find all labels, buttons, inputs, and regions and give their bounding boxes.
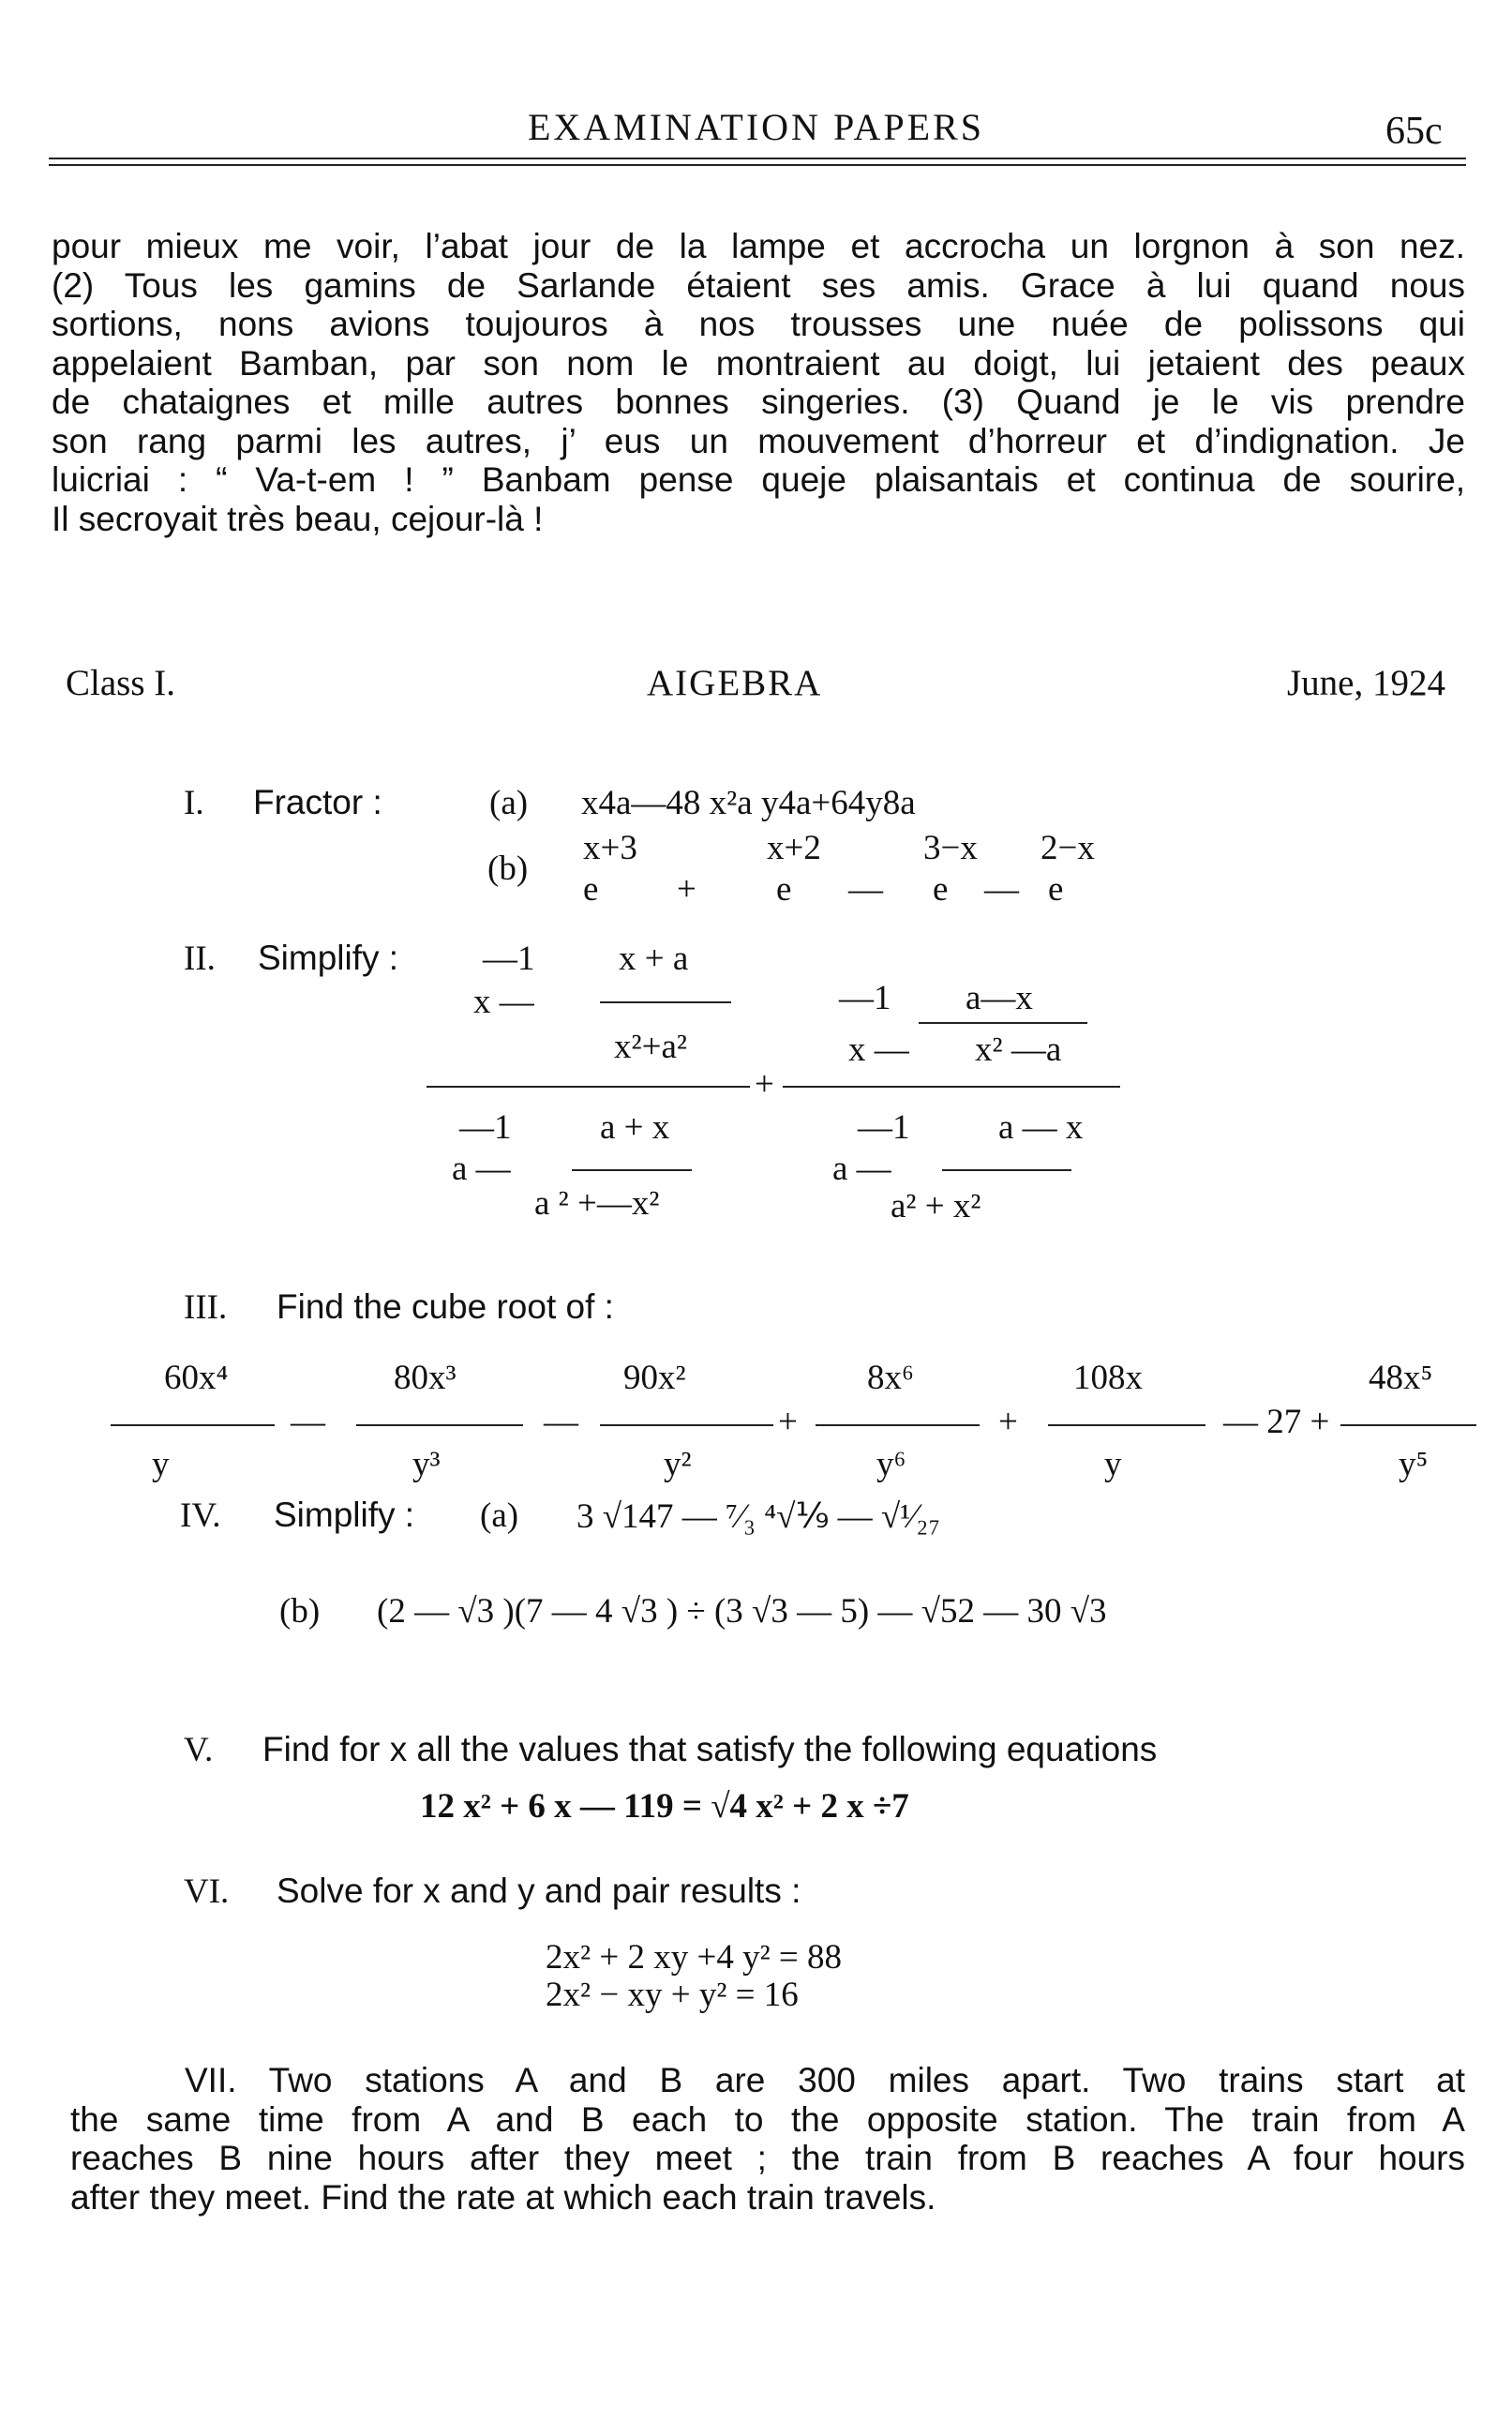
passage-line: (2) Tous les gamins de Sarlande étaient ses amis. Grace à lui quand nous [52,265,1465,305]
q2-bl-fraction-numerator: a + x [600,1108,670,1147]
q3-operator: — [291,1403,325,1441]
page-number: 65c [1385,110,1443,153]
q5-equation: 12 x² + 6 x — 119 = √4 x² + 2 x ÷7 [420,1787,909,1826]
q3-operator: + [998,1403,1018,1441]
q2-bl-fraction-bar [572,1169,692,1171]
q3-denominator: y [152,1445,170,1483]
q2-tl-fraction-denominator: x²+a² [614,1028,687,1066]
french-passage [52,227,1465,538]
q3-denominator: y⁶ [876,1445,906,1483]
q3-fraction-bar [1048,1424,1205,1426]
q1-b-base: e [776,870,792,909]
exam-date: June, 1924 [1287,663,1445,703]
q2-bl-variable: a — [452,1150,511,1188]
q1-b-label: (b) [487,850,529,888]
q2-tr-coefficient: —1 [839,979,891,1017]
q2-tl-fraction-bar [600,1001,731,1003]
header-rule-top [49,158,1466,159]
passage-line: luicriai : “ Va-t-em ! ” Banbam pense queje plaisantais et continua de sourire, [52,460,1465,499]
q2-instruction: Simplify : [258,939,399,977]
passage-line: son rang parmi les autres, j’ eus un mouvement d’horreur et d’indignation. Je [52,421,1465,460]
q2-tr-fraction-denominator: x² —a [975,1030,1062,1069]
q2-tr-variable: x — [848,1030,909,1069]
q3-denominator: y² [664,1445,692,1483]
q5-instruction: Find for x all the values that satisfy the following equations [262,1730,1158,1768]
q2-tl-fraction-numerator: x + a [619,940,689,978]
q3-denominator: y [1104,1445,1122,1483]
q3-fraction-bar [600,1424,773,1426]
q1-b-operator: — [984,870,1019,909]
q3-fraction-bar [356,1424,523,1426]
running-header-title: EXAMINATION PAPERS [527,106,985,148]
q2-tl-coefficient: —1 [483,940,535,978]
q1-b-base: e [1048,870,1064,909]
q1-b-base: e [583,870,599,909]
q3-numerator: 80x³ [394,1359,457,1397]
q3-numerator: 108x [1073,1359,1143,1397]
q2-br-coefficient: —1 [858,1108,910,1147]
q2-bl-fraction-denominator: a ² +—x² [534,1184,660,1223]
q7-line: the same time from A and B each to the opposite station. The train from A [70,2099,1465,2139]
q3-instruction: Find the cube root of : [277,1287,614,1326]
passage-line: de chataignes et mille autres bonnes singeries. (3) Quand je le vis prendre [52,383,1465,421]
q2-br-fraction-numerator: a — x [998,1108,1084,1147]
q1-b-term: 2−x [1040,829,1095,867]
q6-instruction: Solve for x and y and pair results : [277,1872,801,1910]
subject-title: AIGEBRA [647,663,823,703]
q3-numerator: 48x⁵ [1369,1359,1433,1397]
q2-tr-fraction-bar [919,1022,1087,1024]
q1-a-expression: x4a—48 x²a y4a+64y8a [581,784,916,822]
q3-fraction-bar [816,1424,980,1426]
q4-a-expression: 3 √147 — ⁷⁄₃ ⁴√⅑ — √¹⁄₂₇ [576,1497,941,1536]
q1-b-term: x+2 [767,829,821,867]
q3-fraction-bar [1340,1424,1476,1426]
q2-plus-operator: + [755,1065,774,1104]
q3-numerator: 60x⁴ [164,1359,229,1397]
q3-denominator: y⁵ [1399,1445,1429,1483]
q3-fraction-bar [111,1424,275,1426]
q1-instruction: Fractor : [253,783,382,821]
q3-operator: — [544,1403,578,1441]
q1-b-term: x+3 [583,829,637,867]
q1-number: I. [184,784,204,822]
q3-operator: + [778,1403,798,1441]
q2-br-variable: a — [832,1150,891,1188]
q2-tl-variable: x — [473,983,534,1021]
passage-line: pour mieux me voir, l’abat jour de la lampe et accrocha un lorgnon à son nez. [52,227,1465,265]
header-rule-bottom [49,164,1466,166]
q4-instruction: Simplify : [274,1496,415,1534]
q2-right-main-bar [783,1086,1120,1088]
class-label: Class I. [66,663,175,703]
q3-number: III. [184,1288,228,1327]
q1-b-operator: — [848,870,883,909]
q2-left-main-bar [427,1086,750,1088]
q5-number: V. [184,1731,214,1769]
q3-numerator: 8x⁶ [867,1359,914,1397]
passage-line: sortions, nons avions toujouros à nos trousses une nuée de polissons qui [52,305,1465,343]
q1-a-label: (a) [489,784,529,822]
q3-numerator: 90x² [623,1359,686,1397]
q3-operator: — 27 + [1223,1403,1330,1441]
passage-line: Il secroyait très beau, cejour-là ! [52,499,544,538]
q3-denominator: y³ [412,1445,441,1483]
q4-b-expression: (2 — √3 )(7 — 4 √3 ) ÷ (3 √3 — 5) — √52 — 30 √3 [377,1592,1107,1631]
q2-br-fraction-denominator: a² + x² [891,1187,981,1226]
q1-b-operator: + [677,870,696,909]
q4-b-label: (b) [279,1592,321,1631]
q6-equation-2: 2x² − xy + y² = 16 [546,1976,799,2014]
q4-number: IV. [180,1496,221,1535]
q1-b-base: e [933,870,949,909]
q4-a-label: (a) [480,1496,519,1535]
q6-number: VI. [184,1872,230,1911]
q1-b-term: 3−x [923,829,978,867]
q2-number: II. [184,940,216,978]
q2-tr-fraction-numerator: a—x [966,979,1033,1017]
q7-line: after they meet. Find the rate at which each train travels. [70,2177,936,2217]
passage-line: appelaient Bamban, par son nom le montraient au doigt, lui jetaient des peaux [52,343,1465,383]
q2-bl-coefficient: —1 [459,1108,512,1147]
q7-line: VII. Two stations A and B are 300 miles apart. Two trains start at [185,2061,1465,2099]
q6-equation-1: 2x² + 2 xy +4 y² = 88 [546,1938,843,1977]
q7-line: reaches B nine hours after they meet ; the train from B reaches A four hours [70,2139,1465,2177]
q7-paragraph [70,2061,1465,2217]
q2-br-fraction-bar [942,1169,1071,1171]
